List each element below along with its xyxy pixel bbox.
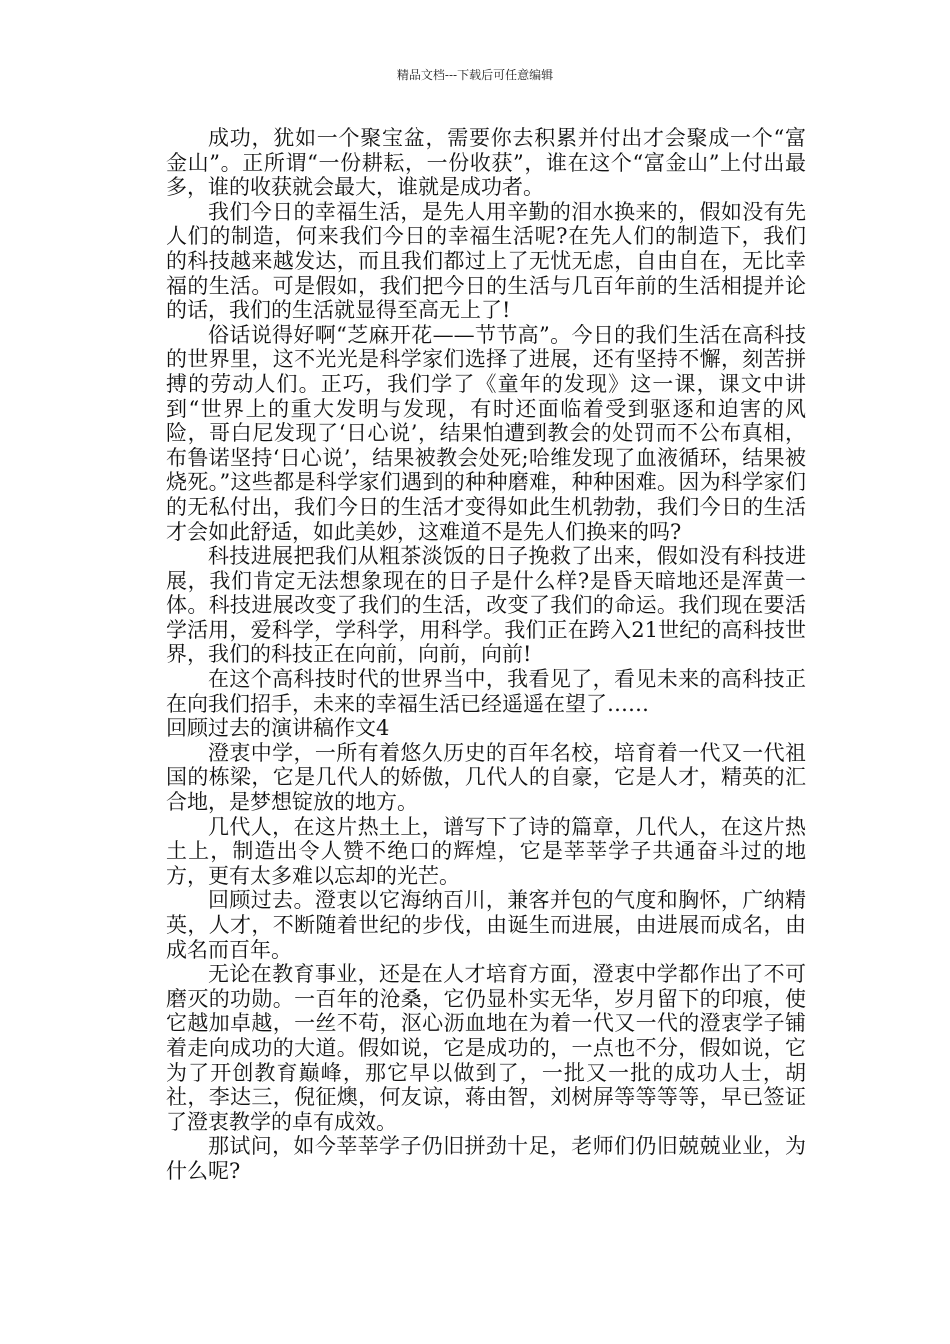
paragraph: 俗话说得好啊“芝麻开花——节节高”。今日的我们生活在高科技的世界里，这不光光是科学家们选择了进展，还有坚持不懈，刻苦拼搏的劳动人们。正巧，我们学了《童年的发现》这一课，课文中讲到“世界上的重大发明与发现，有时还面临着受到驱逐和迫害的风险，哥白尼发现了‘日心说’，结果怕遭到教会的处罚而不公布真相，布鲁诺坚持‘日心说’，结果被教会处死;哈维发现了血液循环，结果被烧死。”这些都是科学家们遇到的种种磨难，种种困难。因为科学家们的无私付出，我们今日的生活才变得如此生机勃勃，我们今日的生活才会如此舒适，如此美妙，这难道不是先人们换来的吗?	[166, 322, 806, 544]
section-heading: 回顾过去的演讲稿作文4	[166, 716, 390, 741]
paragraph: 在这个高科技时代的世界当中，我看见了，看见未来的高科技正在向我们招手，未来的幸福生活已经遥遥在望了……	[166, 667, 806, 716]
paragraph: 我们今日的幸福生活，是先人用辛勤的泪水换来的，假如没有先人们的制造，何来我们今日的幸福生活呢?在先人们的制造下，我们的科技越来越发达，而且我们都过上了无忧无虑，自由自在，无比幸福的生活。可是假如，我们把今日的生活与几百年前的生活相提并论的话，我们的生活就显得至高无上了!	[166, 199, 806, 323]
page-header: 精品文档---下载后可任意编辑	[396, 68, 554, 82]
paragraph: 几代人，在这片热土上，谱写下了诗的篇章，几代人，在这片热土上，制造出令人赞不绝口的辉煌，它是莘莘学子共通奋斗过的地方，更有太多难以忘却的光芒。	[166, 814, 806, 888]
paragraph: 无论在教育事业，还是在人才培育方面，澄衷中学都作出了不可磨灭的功勋。一百年的沧桑，它仍显朴实无华，岁月留下的印痕，使它越加卓越，一丝不苟，沤心沥血地在为着一代又一代的澄衷学子铺着走向成功的大道。假如说，它是成功的，一点也不分，假如说，它为了开创教育巅峰，那它早以做到了，一批又一批的成功人士，胡社，李达三，倪征燠，何友谅，蒋由智，刘树屏等等等等，早已签证了澄衷教学的卓有成效。	[166, 962, 806, 1134]
document-body	[166, 126, 806, 1184]
paragraph: 科技进展把我们从粗茶淡饭的日子挽救了出来，假如没有科技进展，我们肯定无法想象现在的日子是什么样?是昏天暗地还是浑黄一体。科技进展改变了我们的生活，改变了我们的命运。我们现在要活学活用，爱科学，学科学，用科学。我们正在跨入21世纪的高科技世界，我们的科技正在向前，向前，向前!	[166, 544, 806, 667]
paragraph: 回顾过去。澄衷以它海纳百川，兼客并包的气度和胸怀，广纳精英，人才，不断随着世纪的步伐，由诞生而进展，由进展而成名，由成名而百年。	[166, 888, 806, 962]
paragraph: 成功，犹如一个聚宝盆，需要你去积累并付出才会聚成一个“富金山”。正所谓“一份耕耘，一份收获”，谁在这个“富金山”上付出最多，谁的收获就会最大，谁就是成功者。	[166, 126, 806, 200]
paragraph: 澄衷中学，一所有着悠久历史的百年名校，培育着一代又一代祖国的栋梁，它是几代人的娇傲，几代人的自豪，它是人才，精英的汇合地，是梦想锭放的地方。	[166, 740, 806, 815]
paragraph: 那试问，如今莘莘学子仍旧拼劲十足，老师们仍旧兢兢业业，为什么呢?	[166, 1134, 806, 1183]
